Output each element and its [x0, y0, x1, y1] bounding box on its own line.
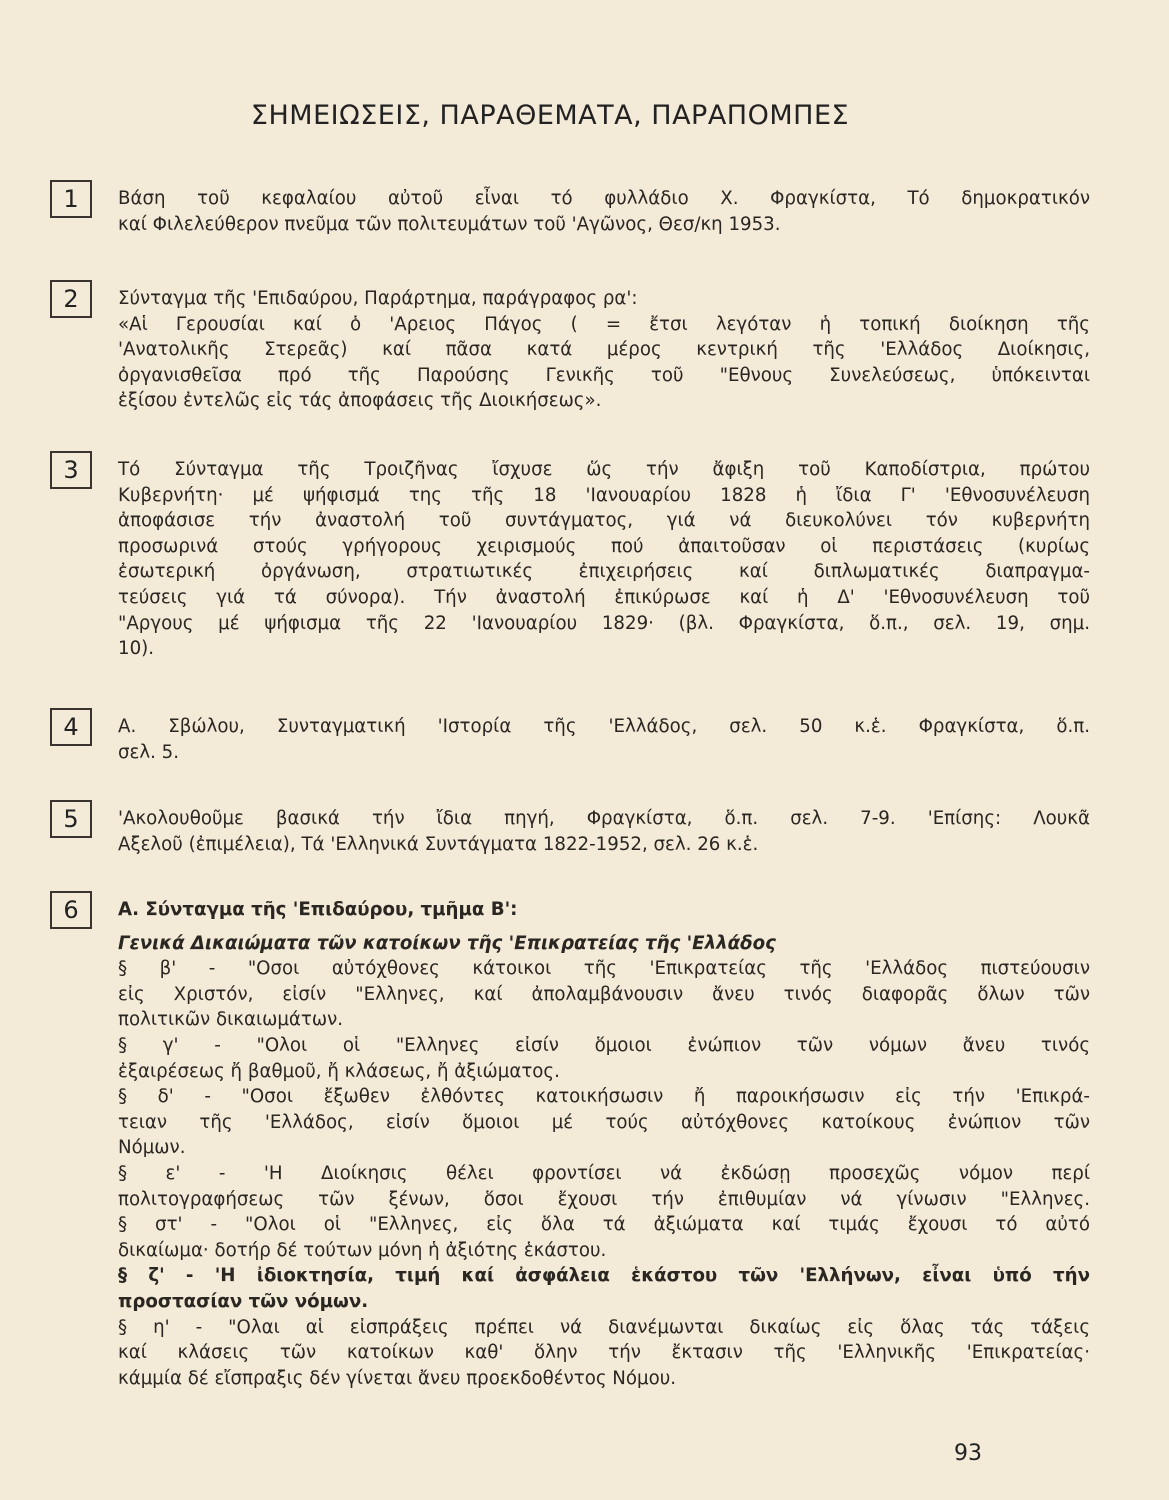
note-text	[118, 714, 1090, 765]
note-number-box: 4	[50, 708, 92, 746]
text-line: καί κλάσεις τῶν κατοίκων καθ' ὅλην τήν ἔκτασιν τῆς 'Ελληνικῆς 'Επικρατείας·	[118, 1342, 1090, 1364]
note-text	[118, 806, 1090, 857]
text-line: προστασίαν τῶν νόμων.	[118, 1290, 369, 1312]
text-line: Νόμων.	[118, 1137, 186, 1159]
text-line: § γ' - "Ολοι οἱ "Ελληνες εἰσίν ὅμοιοι ἐνώπιον τῶν νόμων ἄνευ τινός	[118, 1034, 1090, 1056]
text-line: § δ' - "Οσοι ἔξωθεν ἐλθόντες κατοικήσωσιν ἤ παροικήσωσιν εἰς τήν 'Επικρά-	[118, 1086, 1090, 1108]
text-line: πολιτικῶν δικαιωμάτων.	[118, 1009, 344, 1031]
text-line: Σύνταγμα τῆς 'Επιδαύρου, Παράρτημα, παράγραφος ρα':	[118, 288, 638, 309]
text-line: 'Ακολουθοῦμε βασικά τήν ἴδια πηγή, Φραγκίστα, ὅ.π. σελ. 7-9. 'Επίσης: Λουκᾶ	[118, 808, 1090, 829]
text-line: σελ. 5.	[118, 741, 180, 763]
note-6	[50, 897, 1090, 1391]
text-line: ἀποφάσισε τήν ἀναστολή τοῦ συντάγματος, γιά νά διευκολύνει τόν κυβερνήτη	[118, 510, 1090, 532]
note-text	[118, 457, 1090, 662]
note-number-box: 5	[50, 800, 92, 838]
text-line: Τό Σύνταγμα τῆς Τροιζῆνας ἴσχυσε ὥς τήν ἄφιξη τοῦ Καποδίστρια, πρώτου	[118, 459, 1090, 480]
text-line: ἐσωτερική ὀργάνωση, στρατιωτικές ἐπιχειρήσεις καί διπλωματικές διαπραγμα-	[118, 561, 1090, 583]
text-line: δικαίωμα· δοτήρ δέ τούτων μόνη ἡ ἀξιότης ἑκάστου.	[118, 1239, 607, 1261]
text-line: § ζ' - 'Η ἰδιοκτησία, τιμή καί ἀσφάλεια ἑκάστου τῶν 'Ελλήνων, εἶναι ὑπό τήν	[118, 1265, 1090, 1287]
text-line: καί Φιλελεύθερον πνεῦμα τῶν πολιτευμάτων τοῦ 'Αγῶνος, Θεσ/κη 1953.	[118, 213, 781, 235]
text-line: Α. Σβώλου, Συνταγματική 'Ιστορία τῆς 'Ελλάδος, σελ. 50 κ.ἑ. Φραγκίστα, ὅ.π.	[118, 716, 1090, 737]
text-line: 10).	[118, 638, 155, 660]
text-line: ἐξαιρέσεως ἤ βαθμοῦ, ἤ κλάσεως, ἤ ἀξιώματος.	[118, 1060, 560, 1082]
text-line: "Αργους μέ ψήφισμα τῆς 22 'Ιανουαρίου 1829· (βλ. Φραγκίστα, ὅ.π., σελ. 19, σημ.	[118, 612, 1090, 634]
note-5	[50, 806, 1090, 857]
text-line: προσωρινά στούς γρήγορους χειρισμούς πού ἀπαιτοῦσαν οἱ περιστάσεις (κυρίως	[118, 535, 1090, 557]
text-line: § β' - "Οσοι αὐτόχθονες κάτοικοι τῆς 'Επικρατείας τῆς 'Ελλάδος πιστεύουσιν	[118, 958, 1090, 980]
note-number-box: 2	[50, 280, 92, 318]
page-number: 93	[954, 1441, 982, 1466]
note-text	[118, 286, 1090, 414]
note-number-box: 6	[50, 891, 92, 929]
text-line: «Αἱ Γερουσίαι καί ὁ 'Αρειος Πάγος ( = ἔτσι λεγόταν ἡ τοπική διοίκηση τῆς	[118, 313, 1090, 335]
text-line: τειαν τῆς 'Ελλάδος, εἰσίν ὅμοιοι μέ τούς αὐτόχθονες κατοίκους ἐνώπιον τῶν	[118, 1111, 1090, 1133]
text-line: § ε' - 'Η Διοίκησις θέλει φροντίσει νά ἐκδώσῃ προσεχῶς νόμον περί	[118, 1162, 1090, 1184]
text-line: ἐξίσου ἐντελῶς εἰς τάς ἀποφάσεις τῆς Διοικήσεως».	[118, 390, 602, 412]
text-line: κάμμία δέ εἴσπραξις δέν γίνεται ἄνευ προεκδοθέντος Νόμου.	[118, 1367, 677, 1389]
text-line: Κυβερνήτη· μέ ψήφισμά της τῆς 18 'Ιανουαρίου 1828 ἡ ἴδια Γ' 'Εθνοσυνέλευση	[118, 484, 1090, 506]
note-number-box: 3	[50, 451, 92, 489]
note-number-box: 1	[50, 180, 92, 218]
text-line: § η' - "Ολαι αἱ εἰσπράξεις πρέπει νά διανέμωνται δικαίως εἰς ὅλας τάς τάξεις	[118, 1316, 1090, 1338]
section-subheading: Γενικά Δικαιώματα τῶν κατοίκων τῆς 'Επικρατείας τῆς 'Ελλάδος	[118, 932, 776, 954]
text-line: Αξελοῦ (ἐπιμέλεια), Τά 'Ελληνικά Συντάγματα 1822-1952, σελ. 26 κ.ἑ.	[118, 833, 759, 855]
note-text	[118, 897, 1090, 1391]
text-line: § στ' - "Ολοι οἱ "Ελληνες, εἰς ὅλα τά ἀξιώματα καί τιμάς ἔχουσι τό αὐτό	[118, 1214, 1090, 1236]
text-line: Βάση τοῦ κεφαλαίου αὐτοῦ εἶναι τό φυλλάδιο Χ. Φραγκίστα, Τό δημοκρατικόν	[118, 188, 1090, 209]
note-1	[50, 186, 1090, 237]
note-4	[50, 714, 1090, 765]
note-2	[50, 286, 1090, 414]
page-title: ΣΗΜΕΙΩΣΕΙΣ, ΠΑΡΑΘΕΜΑΤΑ, ΠΑΡΑΠΟΜΠΕΣ	[250, 100, 850, 131]
text-line: εἰς Χριστόν, εἰσίν "Ελληνες, καί ἀπολαμβάνουσιν ἄνευ τινός διαφορᾶς ὅλων τῶν	[118, 983, 1090, 1005]
constitution-heading: Α. Σύνταγμα τῆς 'Επιδαύρου, τμῆμα Β':	[118, 899, 518, 920]
text-line: 'Ανατολικῆς Στερεᾶς) καί πᾶσα κατά μέρος κεντρική τῆς 'Ελλάδος Διοίκησις,	[118, 339, 1090, 361]
text-line: τεύσεις γιά τά σύνορα). Τήν ἀναστολή ἐπικύρωσε καί ἡ Δ' 'Εθνοσυνέλευση τοῦ	[118, 586, 1090, 608]
note-text	[118, 186, 1090, 237]
text-line: πολιτογραφήσεως τῶν ξένων, ὅσοι ἔχουσι τήν ἐπιθυμίαν νά γίνωσιν "Ελληνες.	[118, 1188, 1090, 1210]
text-line: ὀργανισθεῖσα πρό τῆς Παρούσης Γενικῆς τοῦ "Εθνους Συνελεύσεως, ὑπόκεινται	[118, 364, 1090, 386]
note-3	[50, 457, 1090, 662]
